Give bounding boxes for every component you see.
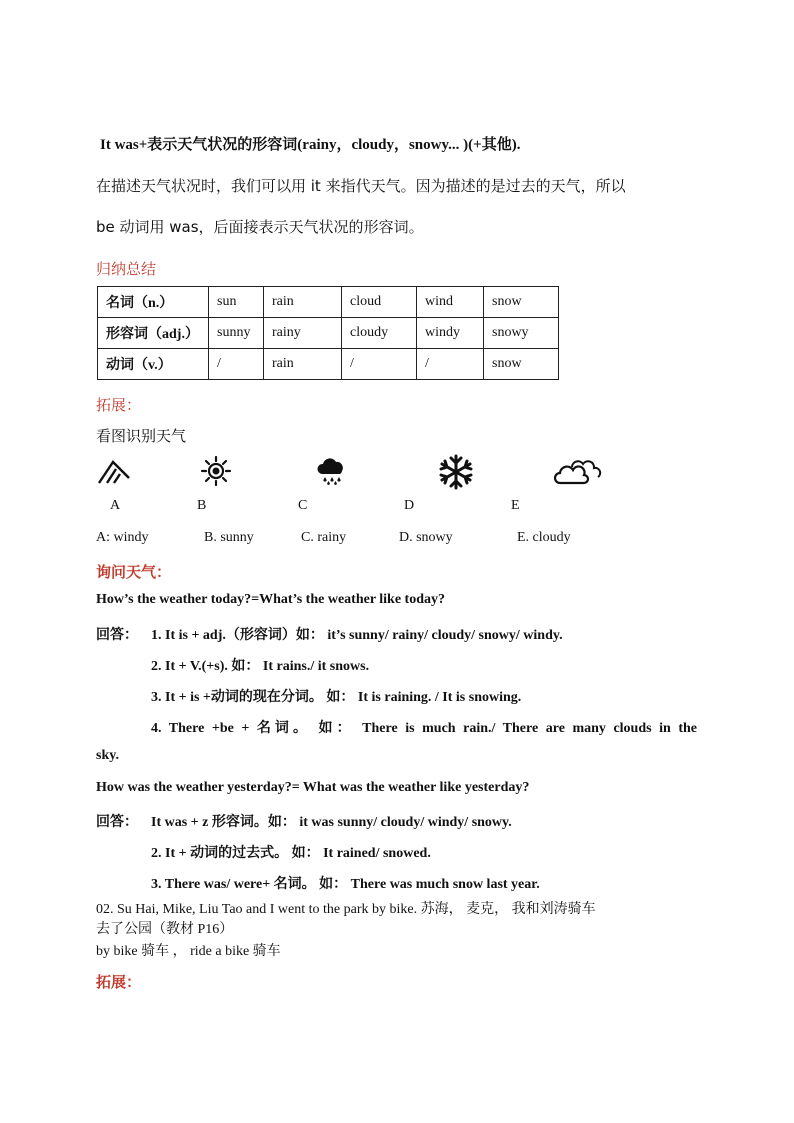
table-cell: rainy bbox=[264, 318, 342, 349]
table-cell: / bbox=[209, 349, 264, 380]
item-02-line-3: by bike 骑车 ， ride a bike 骑车 bbox=[96, 944, 281, 959]
item-02-line-1: 02. Su Hai, Mike, Liu Tao and I went to the park by bike. 苏海， 麦克， 我和刘涛骑车 bbox=[96, 902, 596, 917]
table-head-cell: 形容词（adj.） bbox=[98, 318, 209, 349]
answer-text: C. rainy bbox=[301, 530, 347, 545]
table-row bbox=[98, 318, 559, 349]
item-02-line-2: 去了公园（教材 P16） bbox=[96, 922, 234, 937]
table-cell: snow bbox=[484, 287, 559, 318]
expand-title-2: 拓展： bbox=[96, 975, 142, 991]
answer-line: 4. There +be + 名词。 如： There is much rain./ There are many clouds in the bbox=[151, 721, 697, 736]
table-cell: rain bbox=[264, 287, 342, 318]
icon-letter: A bbox=[110, 498, 121, 513]
question-yesterday: How was the weather yesterday?= What was the weather like yesterday? bbox=[96, 780, 530, 795]
summary-table bbox=[97, 286, 559, 380]
table-row bbox=[98, 349, 559, 380]
table-cell: cloud bbox=[342, 287, 417, 318]
answer-label: 回答： bbox=[96, 628, 138, 643]
table-cell: snow bbox=[484, 349, 559, 380]
expand-subtitle: 看图识别天气 bbox=[96, 427, 187, 445]
icon-letter: D bbox=[404, 498, 415, 513]
answer-text: A: windy bbox=[96, 530, 149, 545]
section-heading: It was+表示天气状况的形容词(rainy，cloudy，snowy... )(+其他). bbox=[100, 137, 521, 153]
ask-title: 询问天气： bbox=[96, 565, 172, 581]
intro-line-2: be 动词用 was，后面接表示天气状况的形容词。 bbox=[96, 218, 424, 236]
rainy-icon bbox=[316, 456, 348, 486]
table-cell: cloudy bbox=[342, 318, 417, 349]
windy-icon bbox=[96, 456, 132, 486]
table-cell: rain bbox=[264, 349, 342, 380]
answer-line: 3. There was/ were+ 名词。 如： There was much snow last year. bbox=[151, 877, 540, 892]
icon-letter: E bbox=[511, 498, 520, 513]
answer-text: B. sunny bbox=[204, 530, 254, 545]
table-head-cell: 动词（v.） bbox=[98, 349, 209, 380]
table-cell: sun bbox=[209, 287, 264, 318]
summary-title: 归纳总结 bbox=[96, 260, 157, 278]
answer-text: E. cloudy bbox=[517, 530, 571, 545]
table-cell: / bbox=[342, 349, 417, 380]
table-cell: / bbox=[417, 349, 484, 380]
answer-label: 回答： bbox=[96, 815, 138, 830]
answer-line: 2. It + 动词的过去式。 如： It rained/ snowed. bbox=[151, 846, 431, 861]
table-head-cell: 名词（n.） bbox=[98, 287, 209, 318]
icon-letter: B bbox=[197, 498, 207, 513]
sunny-icon bbox=[200, 455, 232, 487]
icon-letter: C bbox=[298, 498, 308, 513]
table-row bbox=[98, 287, 559, 318]
cloudy-icon bbox=[554, 458, 602, 486]
table-cell: sunny bbox=[209, 318, 264, 349]
answer-text: D. snowy bbox=[399, 530, 453, 545]
table-cell: wind bbox=[417, 287, 484, 318]
table-cell: snowy bbox=[484, 318, 559, 349]
snowy-icon bbox=[436, 454, 476, 490]
table-cell: windy bbox=[417, 318, 484, 349]
intro-line-1: 在描述天气状况时，我们可以用 it 来指代天气。因为描述的是过去的天气，所以 bbox=[96, 177, 626, 195]
answer-line: 2. It + V.(+s). 如： It rains./ it snows. bbox=[151, 659, 370, 674]
answer-line: It was + z 形容词。如： it was sunny/ cloudy/ windy/ snowy. bbox=[151, 815, 512, 830]
answer-line: sky. bbox=[96, 748, 119, 763]
expand-title: 拓展： bbox=[96, 396, 142, 414]
question-today: How’s the weather today?=What’s the weather like today? bbox=[96, 592, 446, 607]
answer-line: 3. It + is +动词的现在分词。 如： It is raining. / It is snowing. bbox=[151, 690, 522, 705]
answer-line: 1. It is + adj.（形容词）如： it’s sunny/ rainy/ cloudy/ snowy/ windy. bbox=[151, 628, 563, 643]
